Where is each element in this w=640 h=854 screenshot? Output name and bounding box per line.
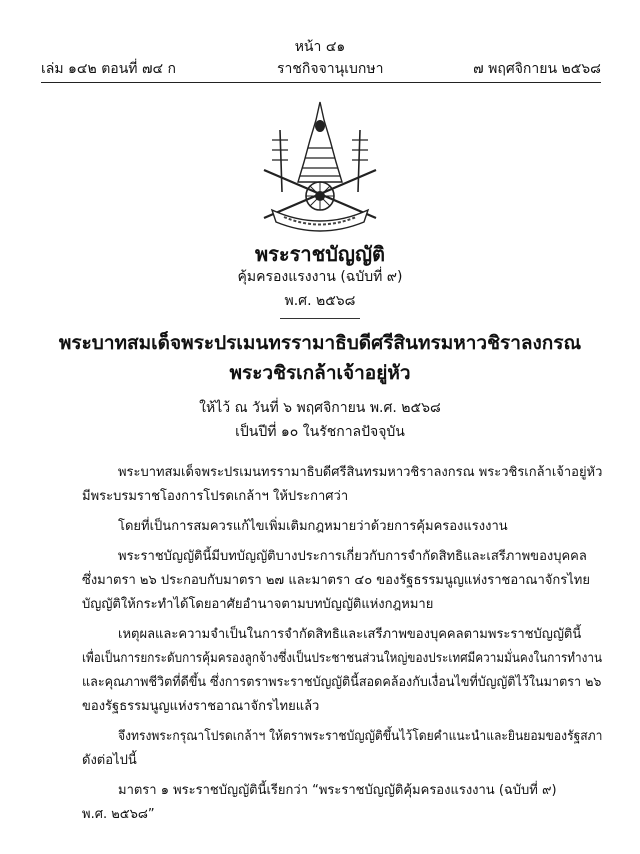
act-year: พ.ศ. ๒๕๖๘ xyxy=(284,293,356,309)
gazette-date: ๗ พฤศจิกายน ๒๕๖๘ xyxy=(473,61,601,77)
king-name-line-2: พระวชิรเกล้าเจ้าอยู่หัว xyxy=(229,362,411,384)
paragraph-4-line-4: ของรัฐธรรมนูญแห่งราชอาณาจักรไทยแล้ว xyxy=(82,699,320,714)
paragraph-3-line-2: ซึ่งมาตรา ๒๖ ประกอบกับมาตรา ๒๗ และมาตรา ๔๐ ของรัฐธรรมนูญแห่งราชอาณาจักรไทย xyxy=(82,573,590,588)
gazette-header xyxy=(41,58,601,78)
document-type: พระราชบัญญัติ xyxy=(255,242,385,266)
given-date: ให้ไว้ ณ วันที่ ๖ พฤศจิกายน พ.ศ. ๒๕๖๘ xyxy=(199,400,441,416)
paragraph-2: โดยที่เป็นการสมควรแก้ไขเพิ่มเติมกฎหมายว่าด้วยการคุ้มครองแรงงาน xyxy=(118,519,508,534)
paragraph-4-line-2: เพื่อเป็นการยกระดับการคุ้มครองลูกจ้างซึ่งเป็นประชาชนส่วนใหญ่ของประเทศมีความมั่นคงในการทำงาน xyxy=(82,651,603,666)
reign-year: เป็นปีที่ ๑๐ ในรัชกาลปัจจุบัน xyxy=(235,424,405,440)
volume-issue: เล่ม ๑๔๒ ตอนที่ ๗๔ ก xyxy=(41,61,177,77)
page-number: หน้า ๔๑ xyxy=(294,39,346,55)
act-title: คุ้มครองแรงงาน (ฉบับที่ ๙) xyxy=(237,269,403,285)
gazette-name: ราชกิจจานุเบกษา xyxy=(277,61,384,77)
paragraph-3-line-3: บัญญัติให้กระทำได้โดยอาศัยอำนาจตามบทบัญญัติแห่งกฎหมาย xyxy=(82,597,434,612)
paragraph-3-line-1: พระราชบัญญัตินี้มีบทบัญญัติบางประการเกี่ยวกับการจำกัดสิทธิและเสรีภาพของบุคคล xyxy=(118,549,587,564)
section-1-line-1: มาตรา ๑ พระราชบัญญัตินี้เรียกว่า “พระราชบัญญัติคุ้มครองแรงงาน (ฉบับที่ ๙) xyxy=(118,783,557,798)
paragraph-1-line-1: พระบาทสมเด็จพระปรเมนทรรามาธิบดีศรีสินทรมหาวชิราลงกรณ พระวชิรเกล้าเจ้าอยู่หัว xyxy=(118,465,603,480)
paragraph-1-line-2: มีพระบรมราชโองการโปรดเกล้าฯ ให้ประกาศว่า xyxy=(82,489,349,504)
paragraph-5-line-1: จึงทรงพระกรุณาโปรดเกล้าฯ ให้ตราพระราชบัญญัติขึ้นไว้โดยคำแนะนำและยินยอมของรัฐสภา xyxy=(118,729,603,744)
title-divider xyxy=(280,318,360,319)
royal-emblem-icon xyxy=(250,100,390,235)
king-name-line-1: พระบาทสมเด็จพระปรเมนทรรามาธิบดีศรีสินทรมหาวชิราลงกรณ xyxy=(58,332,582,354)
header-divider xyxy=(41,82,601,83)
paragraph-5-line-2: ดังต่อไปนี้ xyxy=(82,753,137,768)
section-1-line-2: พ.ศ. ๒๕๖๘” xyxy=(82,807,155,822)
paragraph-4-line-1: เหตุผลและความจำเป็นในการจำกัดสิทธิและเสรีภาพของบุคคลตามพระราชบัญญัตินี้ xyxy=(118,627,582,642)
paragraph-4-line-3: และคุณภาพชีวิตที่ดีขึ้น ซึ่งการตราพระราชบัญญัตินี้สอดคล้องกับเงื่อนไขที่บัญญัติไว้ในมาตรา ๒๖ xyxy=(82,675,602,690)
